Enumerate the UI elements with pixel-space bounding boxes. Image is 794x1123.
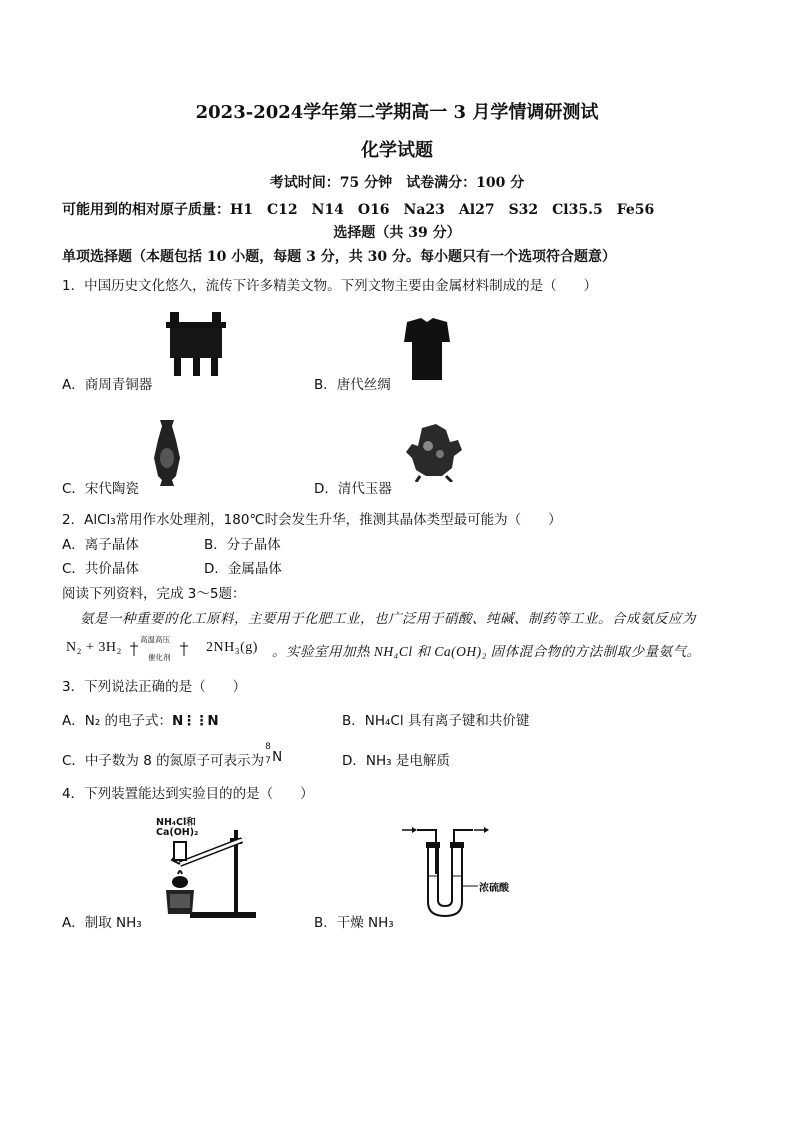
q3-option-a (62, 709, 218, 729)
q4-option-b: B．干燥 NH₃ (314, 915, 394, 931)
nuclide-notation (264, 742, 286, 766)
equation-reactants: N₂ + 3H₂ (66, 640, 122, 655)
nh3-generation-apparatus-image (150, 830, 260, 920)
atomic-masses: 可能用到的相对原子质量：H1 C12 N14 O16 Na23 Al27 S32 Cl35.5 Fe56 (62, 202, 655, 218)
nuclide-atomic-number: 7 (265, 756, 271, 766)
q2-option-c: C．共价晶体 (62, 561, 139, 577)
reagent-label-1: NH₄Cl和 (156, 817, 196, 828)
nuclide-mass-number: 8 (265, 742, 271, 752)
section-heading: 选择题（共 39 分） (333, 225, 461, 241)
q2-option-a: A．离子晶体 (62, 537, 139, 553)
q3-stem: 3．下列说法正确的是（ ） (62, 679, 247, 695)
reagent-label-2: Ca(OH)₂ (156, 827, 199, 838)
q4-option-a: A．制取 NH₃ (62, 915, 142, 931)
acid-label: 浓硫酸 (479, 883, 509, 894)
n2-electron-formula: N⋮⋮N (172, 713, 218, 729)
q4-stem: 4．下列装置能达到实验目的的是（ ） (62, 786, 314, 802)
q1-stem: 1．中国历史文化悠久，流传下许多精美文物。下列文物主要由金属材料制成的是（ ） (62, 278, 598, 294)
section-instructions: 单项选择题（本题包括 10 小题，每题 3 分，共 30 分。每小题只有一个选项符合题意） (62, 249, 616, 265)
exam-title: 2023-2024学年第二学期高一 3 月学情调研测试 (195, 102, 599, 123)
jade-vessel-image (406, 424, 464, 482)
q2-stem: 2．AlCl₃常用作水处理剂，180℃时会发生升华，推测其晶体类型最可能为（ ） (62, 512, 562, 528)
q1-option-d: D．清代玉器 (314, 481, 392, 497)
silk-robe-image (404, 318, 450, 382)
q1-option-a: A．商周青铜器 (62, 377, 153, 393)
q2-option-b: B．分子晶体 (204, 537, 281, 553)
paper-subtitle: 化学试题 (361, 140, 433, 161)
equation-product: 2NH₃(g) (206, 640, 258, 655)
reading-line-2: 。实验室用加热 NH₄Cl 和 Ca(OH)₂ 固体混合物的方法制取少量氨气。 (272, 644, 701, 659)
reading-intro: 阅读下列资料，完成 3～5题： (62, 586, 246, 602)
q3-option-d: D．NH₃ 是电解质 (342, 753, 450, 769)
u-tube-drying-apparatus-image (400, 824, 490, 920)
q2-option-d: D．金属晶体 (204, 561, 282, 577)
exam-info: 考试时间：75 分钟 试卷满分：100 分 (269, 175, 525, 191)
q1-option-b: B．唐代丝绸 (314, 377, 391, 393)
q3-option-c (62, 742, 286, 769)
nuclide-symbol: N (272, 749, 283, 765)
bronze-ding-image (164, 312, 228, 378)
equation-condition-top: 高温高压 (140, 635, 170, 644)
equation-condition-bottom: 催化剂 (148, 653, 171, 662)
reading-line-1: 氨是一种重要的化工原料，主要用于化肥工业，也广泛用于硝酸、纯碱、制药等工业。合成氨反应为 (80, 611, 696, 626)
q3-option-b: B．NH₄Cl 具有离子键和共价键 (342, 713, 530, 729)
q3-option-c-text: C．中子数为 8 的氮原子可表示为 (62, 753, 265, 769)
q3-option-a-text: A．N₂ 的电子式： (62, 713, 173, 729)
q1-option-c: C．宋代陶瓷 (62, 481, 139, 497)
porcelain-vase-image (152, 420, 182, 486)
